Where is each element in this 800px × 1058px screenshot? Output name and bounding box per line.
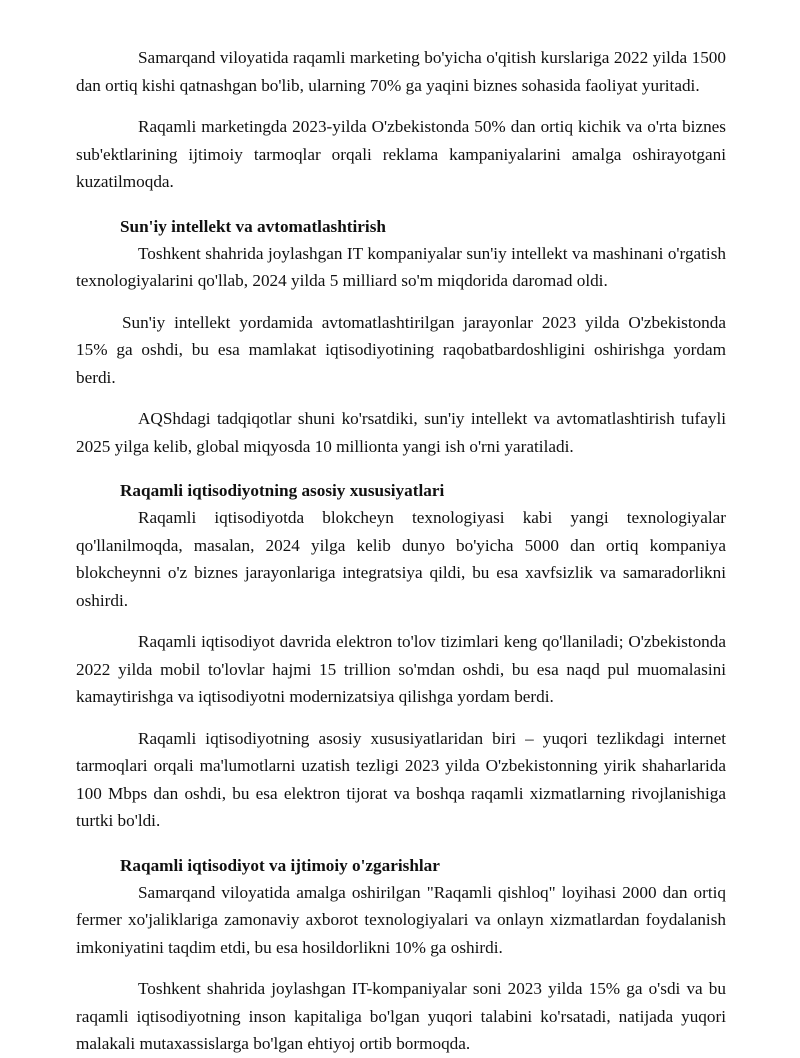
paragraph-digital-village: Samarqand viloyatida amalga oshirilgan "Raqamli qishloq" loyihasi 2000 dan ortiq fermer xo'jaliklariga zamonaviy axborot texnologiyalari va onlayn xizmatlardan foydalanish imkoniyatini taqdim etdi, bu esa hosildorlikni 10% ga oshirdi. — [76, 882, 726, 957]
paragraph-payments: Raqamli iqtisodiyot davrida elektron to'lov tizimlari keng qo'llaniladi; O'zbekistonda 2022 yilda mobil to'lovlar hajmi 15 trillion so'mdan oshdi, bu esa naqd pul muomalasini kamaytirishga va iqtisodiyotni modernizatsiya qilishga yordam berdi. — [76, 632, 726, 706]
section-heading-digital-economy: Raqamli iqtisodiyotning asosiy xususiyatlari — [120, 481, 445, 500]
paragraph-ai-revenue: Toshkent shahrida joylashgan IT kompaniyalar sun'iy intellekt va mashinani o'rgatish texnologiyalarini qo'llab, 2024 yilda 5 milliard so'm miqdorida daromad oldi. — [76, 243, 726, 290]
section-heading-social-changes: Raqamli iqtisodiyot va ijtimoiy o'zgarishlar — [120, 855, 440, 875]
paragraph-it-companies: Toshkent shahrida joylashgan IT-kompaniyalar soni 2023 yilda 15% ga o'sdi va bu raqamli iqtisodiyotning inson kapitaliga bo'lgan yuqori talabini ko'rsatadi, natijada yuqori malakali mutaxassislarga bo'lgan ehtiyoj ortib bormoqda. — [76, 979, 726, 1053]
paragraph-ai-automation: Sun'iy intellekt yordamida avtomatlashtirilgan jarayonlar 2023 yilda O'zbekistonda 15% ga oshdi, bu esa mamlakat iqtisodiyotining raqobatbardoshligini oshirishga yordam berdi. — [76, 312, 726, 387]
paragraph-marketing-courses: Samarqand viloyatida raqamli marketing bo'yicha o'qitish kurslariga 2022 yilda 1500 dan ortiq kishi qatnashgan bo'lib, ularning 70% ga yaqini biznes sohasida faoliyat yuritadi. — [76, 48, 726, 95]
paragraph-blockchain: Raqamli iqtisodiyotda blokcheyn texnologiyasi kabi yangi texnologiyalar qo'llanilmoqda, masalan, 2024 yilga kelib dunyo bo'yicha 5000 dan ortiq kompaniya blokcheynni o'z biznes jarayonlariga integratsiya qildi, bu esa xavfsizlik va samaradorlikni oshirdi. — [76, 508, 726, 610]
section-heading-ai: Sun'iy intellekt va avtomatlashtirish — [120, 216, 386, 236]
paragraph-marketing-smb: Raqamli marketingda 2023-yilda O'zbekistonda 50% dan ortiq kichik va o'rta biznes sub'ektlarining ijtimoiy tarmoqlar orqali reklama kampaniyalarini amalga oshirayotgani kuzatilmoqda. — [76, 117, 726, 191]
paragraph-ai-jobs: AQShdagi tadqiqotlar shuni ko'rsatdiki, sun'iy intellekt va avtomatlashtirish tufayli 2025 yilga kelib, global miqyosda 10 millionta yangi ish o'rni yaratiladi. — [76, 409, 726, 456]
paragraph-internet-speed: Raqamli iqtisodiyotning asosiy xususiyatlaridan biri – yuqori tezlikdagi internet tarmoqlari orqali ma'lumotlarni uzatish tezligi 2023 yilda O'zbekistonning yirik shaharlarida 100 Mbps dan oshdi, bu esa elektron tijorat va boshqa raqamli xizmatlarning rivojlanishiga turtki bo'ldi. — [76, 728, 726, 830]
